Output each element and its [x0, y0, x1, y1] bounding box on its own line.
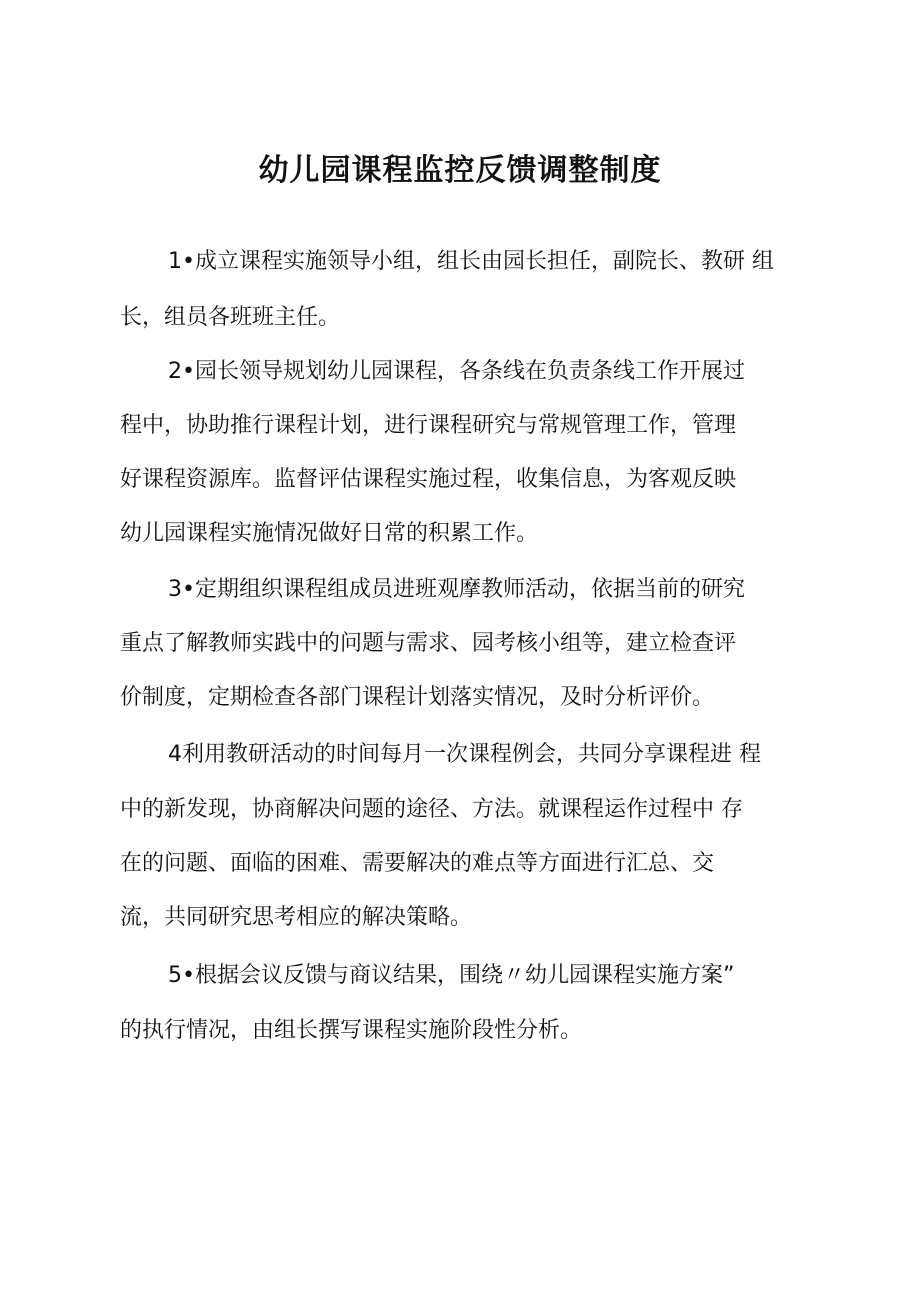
paragraph-5-line-1: 5•根据会议反馈与商议结果，围绕〃幼儿园课程实施方案” [168, 963, 735, 988]
document-title: 幼儿园课程监控反馈调整制度 [258, 153, 662, 188]
paragraph-1-line-2: 长，组员各班班主任。 [120, 305, 341, 330]
paragraph-2-line-2: 程中，协助推行课程计划，进行课程研究与常规管理工作，管理 [120, 413, 737, 438]
paragraph-1-line-1: 1•成立课程实施领导小组，组长由园长担任，副院长、教研 组 [168, 249, 774, 274]
paragraph-2-line-1: 2•园长领导规划幼儿园课程，各条线在负责条线工作开展过 [168, 359, 745, 384]
paragraph-4-line-4: 流，共同研究思考相应的解决策略。 [120, 905, 473, 930]
paragraph-4-line-1: 4利用教研活动的时间每月一次课程例会，共同分享课程进 程 [168, 742, 761, 767]
paragraph-2-line-4: 幼儿园课程实施情况做好日常的积累工作。 [120, 521, 539, 546]
paragraph-3-line-3: 价制度，定期检查各部门课程计划落实情况，及时分析评价。 [120, 685, 715, 710]
paragraph-4-line-3: 在的问题、面临的困难、需要解决的难点等方面进行汇总、交 [120, 851, 715, 876]
paragraph-3-line-2: 重点了解教师实践中的问题与需求、园考核小组等，建立检查评 [120, 631, 737, 656]
paragraph-5-line-2: 的执行情况，由组长撰写课程实施阶段性分析。 [120, 1018, 583, 1043]
paragraph-4-line-2: 中的新发现，协商解决问题的途径、方法。就课程运作过程中 存 [120, 797, 743, 822]
paragraph-3-line-1: 3•定期组织课程组成员进班观摩教师活动，依据当前的研究 [168, 577, 745, 602]
paragraph-2-line-3: 好课程资源库。监督评估课程实施过程，收集信息，为客观反映 [120, 467, 737, 492]
